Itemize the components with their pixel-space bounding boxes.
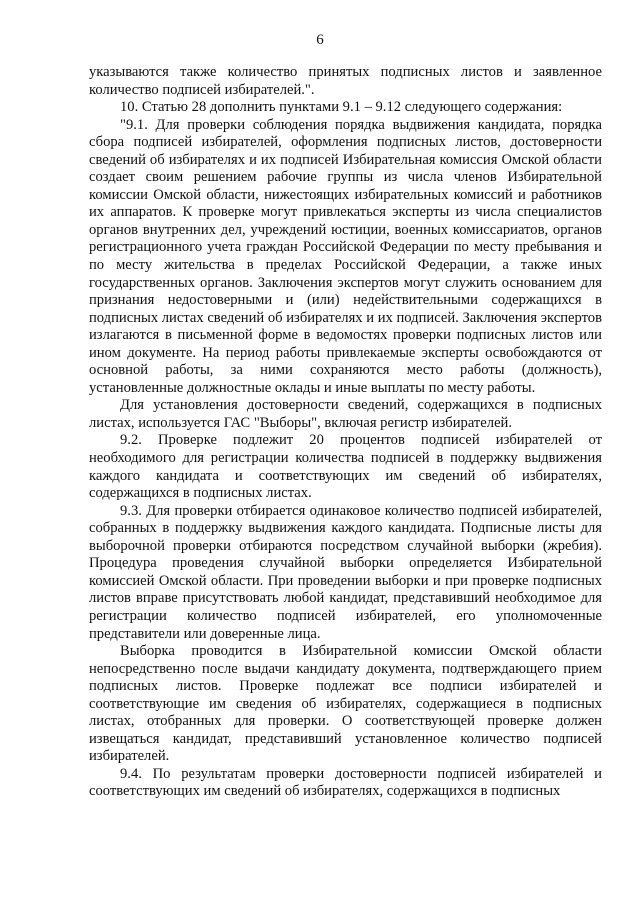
paragraph-9-1: "9.1. Для проверки соблюдения порядка выдвижения кандидата, порядка сбора подписей избирателей, оформления подписных листов, достоверности сведений об избирателях и их подписей Избирательная комиссия Омской области создает своим решением рабочие группы из числа членов Избирательной комиссии Омской области, нижестоящих избирательных комиссий и работников их аппаратов. К проверке могут привлекаться эксперты из числа специалистов органов внутренних дел, учреждений юстиции, военных комиссариатов, органов регистрационного учета граждан Российской Федерации по месту пребывания и по месту жительства в пределах Российской Федерации, а также иных государственных органов. Заключения экспертов могут служить основанием для признания недостоверными и (или) недействительными содержащихся в подписных листах сведений об избирателях и их подписей. Заключения экспертов излагаются в письменной форме в ведомостях проверки подписных листов или ином документе. На период работы привлекаемые эксперты освобождаются от основной работы, за ними сохраняются место работы (должность), установленные должностные оклады и иные выплаты по месту работы. [89,116,602,396]
document-body [89,64,602,801]
paragraph-9-4: 9.4. По результатам проверки достоверности подписей избирателей и соответствующих им сведений об избирателях, содержащихся в подписных [89,765,602,800]
paragraph-amendment-10: 10. Статью 28 дополнить пунктами 9.1 – 9.12 следующего содержания: [120,99,563,116]
paragraph-9-2: 9.2. Проверке подлежит 20 процентов подписей избирателей от необходимого для регистрации количества подписей в поддержку выдвижения каждого кандидата и соответствующих им сведений об избирателях, содержащихся в подписных листах. [89,432,602,502]
paragraph-9-1-gas-vybory: Для установления достоверности сведений, содержащихся в подписных листах, используется ГАС "Выборы", включая регистр избирателей. [89,397,602,431]
paragraph-continuation: указываются также количество принятых подписных листов и заявленное количество подписей избирателей.". [89,64,602,98]
paragraph-9-3: 9.3. Для проверки отбирается одинаковое количество подписей избирателей, собранных в поддержку выдвижения каждого кандидата. Подписные листы для выборочной проверки отбираются посредством случайной выборки (жребия). Процедура проведения случайной выборки определяется Избирательной комиссией Омской области. При проведении выборки и при проверке подписных листов вправе присутствовать любой кандидат, представивший необходимое для регистрации количество подписей избирателей, его уполномоченные представители или доверенные лица. [89,502,602,642]
paragraph-9-3-selection: Выборка проводится в Избирательной комиссии Омской области непосредственно после выдачи кандидату документа, подтверждающего прием подписных листов. Проверке подлежат все подписи избирателей и соответствующие им сведения об избирателях, содержащиеся в подписных листах, отобранных для проверки. О соответствующей проверке должен извещаться кандидат, представивший установленное количество подписей избирателей. [89,643,602,765]
page-number: 6 [316,32,324,48]
